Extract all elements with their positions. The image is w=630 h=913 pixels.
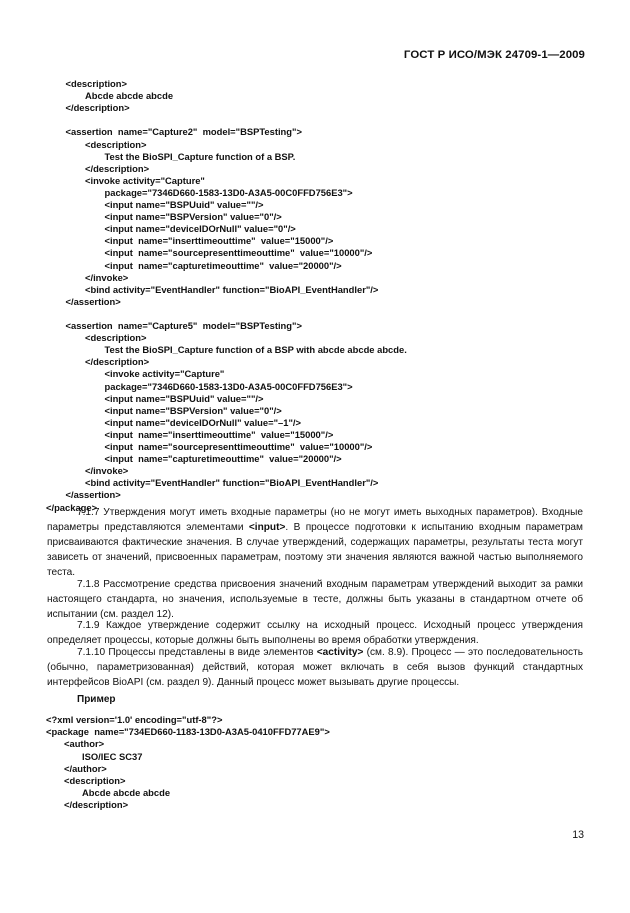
paragraph-7-1-9: 7.1.9 Каждое утверждение содержит ссылку на исходный процесс. Исходный процесс утверждения определяет процессы, которые должны быть выполнены во время обработки утверждения. bbox=[47, 620, 583, 647]
code-line: ISO/IEC SC37 bbox=[82, 750, 143, 762]
code-line: Test the BioSPI_Capture function of a BSP. bbox=[104, 150, 296, 162]
code-line: </assertion> bbox=[65, 295, 121, 307]
code-line: </description> bbox=[65, 102, 130, 114]
code-line: <description> bbox=[65, 78, 127, 89]
code-line: <input name="deviceIDOrNull" value="0"/> bbox=[104, 223, 296, 235]
code-line: <description> bbox=[85, 332, 147, 344]
code-line: <invoke activity="Capture" bbox=[85, 174, 205, 186]
code-line: <assertion name="Capture5" model="BSPTesting"> bbox=[65, 320, 302, 331]
code-line: <assertion name="Capture2" model="BSPTesting"> bbox=[65, 126, 302, 138]
code-line: <input name="sourcepresenttimeouttime" value="10000"/> bbox=[104, 247, 373, 259]
code-line: <input name="inserttimeouttime" value="15000"/> bbox=[104, 428, 334, 440]
code-line: <description> bbox=[85, 138, 147, 150]
code-line: </author> bbox=[64, 762, 107, 774]
paragraph-7-1-7: 7.1.7 Утверждения могут иметь входные параметры (но не могут иметь выходных параметров). Входные параметры представляются элементами <input>. В процессе подготовки к испытанию входным параметрам присваиваются фактические значения. В случае утверждений, содержащих параметры, результаты теста могут зависеть от значений, присвоенных параметрам, поэтому эти значения являются важной частью выполняемого теста. bbox=[47, 507, 583, 579]
code-line: <input name="BSPVersion" value="0"/> bbox=[104, 404, 282, 416]
code-line: Test the BioSPI_Capture function of a BSP with abcde abcde abcde. bbox=[104, 344, 407, 356]
code-line: <input name="capturetimeouttime" value="20000"/> bbox=[104, 453, 342, 465]
code-line: <invoke activity="Capture" bbox=[104, 368, 225, 380]
code-line: <input name="BSPUuid" value=""/> bbox=[104, 199, 264, 210]
code-line: </assertion> bbox=[65, 489, 121, 501]
code-line: <input name="BSPUuid" value=""/> bbox=[104, 392, 264, 404]
code-line: </invoke> bbox=[85, 271, 129, 283]
code-line: <description> bbox=[64, 775, 126, 786]
code-line: <?xml version='1.0' encoding="utf-8"?> bbox=[46, 714, 223, 725]
example-title: Пример bbox=[77, 694, 116, 705]
code-line: <input name="deviceIDOrNull" value="–1"/> bbox=[104, 416, 301, 428]
code-line: <package name="734ED660-1183-13D0-A3A5-0410FFD77AE9"> bbox=[46, 726, 330, 738]
code-line: <bind activity="EventHandler" function="BioAPI_EventHandler"/> bbox=[85, 283, 379, 295]
code-line: package="7346D660-1583-13D0-A3A5-00C0FFD756E3"> bbox=[104, 186, 353, 198]
code-line: <input name="capturetimeouttime" value="20000"/> bbox=[104, 259, 342, 271]
code-line: </description> bbox=[85, 162, 150, 174]
code-line: <author> bbox=[64, 738, 105, 750]
running-header: ГОСТ Р ИСО/МЭК 24709-1—2009 bbox=[403, 49, 585, 61]
code-line: </invoke> bbox=[85, 465, 129, 477]
code-line: <input name="inserttimeouttime" value="15000"/> bbox=[104, 235, 334, 247]
code-line: </description> bbox=[64, 799, 129, 811]
code-line: <bind activity="EventHandler" function="BioAPI_EventHandler"/> bbox=[85, 477, 379, 489]
page-number: 13 bbox=[572, 829, 584, 841]
paragraph-7-1-8: 7.1.8 Рассмотрение средства присвоения значений входным параметрам утверждений выходит за рамки настоящего стандарта, но значения, используемые в тесте, должны быть указаны в стандартном отчете об испытании (см. раздел 12). bbox=[47, 579, 583, 621]
code-line: <input name="sourcepresenttimeouttime" value="10000"/> bbox=[104, 441, 373, 452]
code-line: </package> bbox=[46, 501, 98, 513]
code-line: package="7346D660-1583-13D0-A3A5-00C0FFD756E3"> bbox=[104, 380, 353, 392]
paragraph-7-1-10: 7.1.10 Процессы представлены в виде элементов <activity> (см. 8.9). Процесс — это последовательность (обычно, параметризованная) действий, которая может включать в себя вызов функций стандартных интерфейсов BioAPI (см. раздел 9). Данный процесс может вызывать другие процессы. bbox=[47, 647, 583, 689]
code-line: Abcde abcde abcde bbox=[82, 787, 171, 799]
code-line: <input name="BSPVersion" value="0"/> bbox=[104, 211, 282, 223]
code-line: Abcde abcde abcde bbox=[85, 90, 174, 102]
code-line: </description> bbox=[85, 356, 150, 368]
